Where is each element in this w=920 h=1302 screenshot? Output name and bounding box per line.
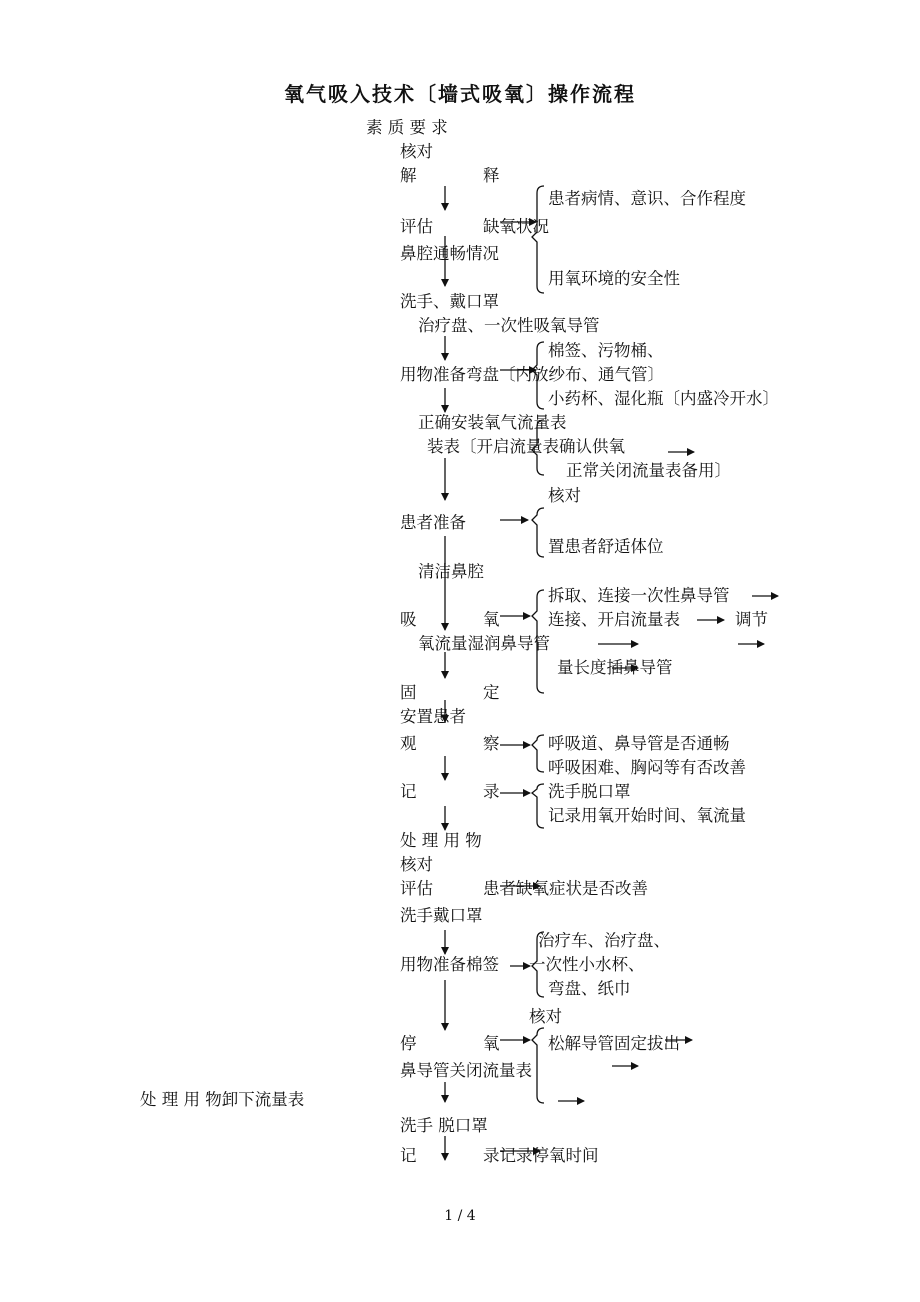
step-dispose: 处 理 用 物 <box>400 831 482 850</box>
step-wash: 洗手、戴口罩 <box>400 292 499 311</box>
assess-item: 患者病情、意识、合作程度 <box>548 189 746 208</box>
brace <box>532 735 544 772</box>
step-final-record-b: 录记录停氧时间 <box>483 1146 599 1165</box>
brace <box>532 186 544 293</box>
patient-check: 核对 <box>548 486 581 505</box>
step-install: 装表〔开启流量表确认供氧 <box>427 437 625 456</box>
assess-nasal: 鼻腔通畅情况 <box>400 244 499 263</box>
record-item: 记录用氧开始时间、氧流量 <box>548 806 746 825</box>
step-settle: 安置患者 <box>400 707 466 726</box>
step-record-a: 记 <box>400 782 417 801</box>
step-wash-2: 洗手戴口罩 <box>400 906 483 925</box>
assess-hypoxia: 缺氧状况 <box>483 217 549 236</box>
supplies2-item: 治疗车、治疗盘、 <box>538 931 670 950</box>
step-explain-b: 释 <box>483 166 500 185</box>
stop-check: 核对 <box>529 1007 562 1026</box>
step-check: 核对 <box>400 142 433 161</box>
brace <box>532 590 544 693</box>
step-supplies-2: 用物准备棉签 <box>400 955 499 974</box>
observe-item: 呼吸道、鼻导管是否通畅 <box>548 734 730 753</box>
page-number: 1 / 4 <box>444 1208 476 1224</box>
document-title: 氧气吸入技术〔墙式吸氧〕操作流程 <box>284 82 636 106</box>
step-fix-b: 定 <box>483 683 500 702</box>
step-observe-b: 察 <box>483 734 500 753</box>
step-assess: 评估 <box>400 217 433 236</box>
brace <box>532 420 544 475</box>
install-note: 正确安装氧气流量表 <box>418 413 567 432</box>
brace <box>532 1028 544 1103</box>
observe-item: 呼吸困难、胸闷等有否改善 <box>548 758 746 777</box>
evaluate-text: 患者缺氧症状是否改善 <box>483 879 648 898</box>
step-stop-a: 停 <box>400 1034 417 1053</box>
left-dispose: 处 理 用 物卸下流量表 <box>140 1090 305 1109</box>
supplies-item: 小药杯、湿化瓶〔内盛冷开水〕 <box>548 389 779 408</box>
oxygen-item: 量长度插鼻导管 <box>557 658 673 677</box>
step-evaluate: 评估 <box>400 879 433 898</box>
oxygen-item: 调节 <box>735 610 768 629</box>
install-sub: 正常关闭流量表备用〕 <box>566 461 731 480</box>
brace <box>532 342 544 409</box>
oxygen-item: 连接、开启流量表 <box>548 610 680 629</box>
oxygen-item: 拆取、连接一次性鼻导管 <box>548 586 730 605</box>
oxygen-item: 氧流量湿润鼻导管 <box>418 634 550 653</box>
stop-sub: 鼻导管关闭流量表 <box>400 1061 532 1080</box>
assess-item: 用氧环境的安全性 <box>548 269 680 288</box>
stop-item: 松解导管固定拔出 <box>548 1034 680 1053</box>
step-patient: 患者准备 <box>400 513 466 532</box>
brace <box>532 508 544 557</box>
step-fix-a: 固 <box>400 683 417 702</box>
supplies2-item: 弯盘、纸巾 <box>548 979 631 998</box>
supplies-tray: 治疗盘、一次性吸氧导管 <box>418 316 600 335</box>
step-oxygen-a: 吸 <box>400 610 417 629</box>
supplies2-item: 一次性小水杯、 <box>529 955 645 974</box>
step-final-record-a: 记 <box>400 1146 417 1165</box>
supplies-item: 棉签、污物桶、 <box>548 341 664 360</box>
record-item: 洗手脱口罩 <box>548 782 631 801</box>
brace <box>532 784 544 828</box>
clean-nose: 清洁鼻腔 <box>418 562 484 581</box>
patient-position: 置患者舒适体位 <box>548 537 664 556</box>
step-explain-a: 解 <box>400 166 417 185</box>
step-wash-3: 洗手 脱口罩 <box>400 1116 488 1135</box>
step-check-2: 核对 <box>400 855 433 874</box>
step-stop-b: 氧 <box>483 1034 500 1053</box>
step-record-b: 录 <box>483 782 500 801</box>
step-observe-a: 观 <box>400 734 417 753</box>
step-quality: 素 质 要 求 <box>366 118 448 137</box>
step-supplies: 用物准备弯盘〔内放纱布、通气管〕 <box>400 365 664 384</box>
brace <box>532 932 544 997</box>
step-oxygen-b: 氧 <box>483 610 500 629</box>
